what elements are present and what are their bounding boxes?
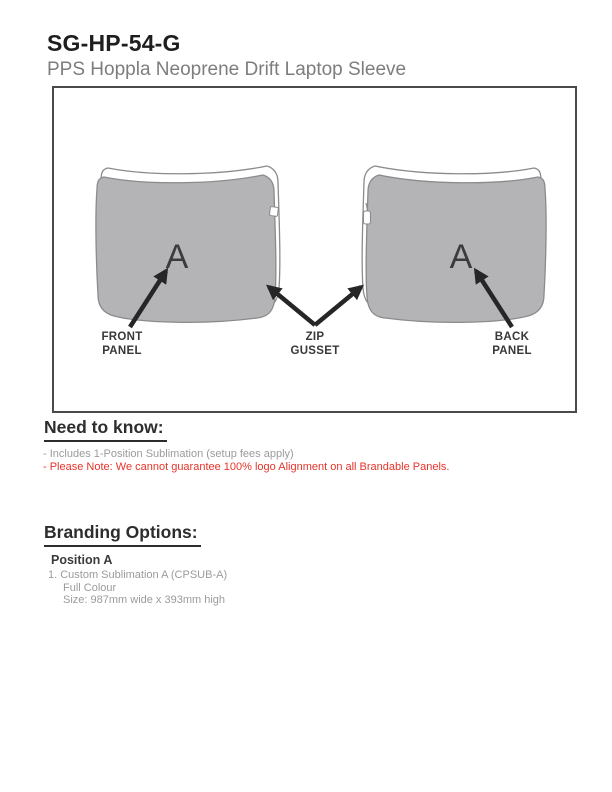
front-panel-label-line1: FRONT — [101, 331, 143, 343]
back-panel-label-line2: PANEL — [492, 344, 532, 357]
need-to-know-item: - Includes 1-Position Sublimation (setup fees apply) — [43, 448, 294, 460]
branding-method: 1. Custom Sublimation A (CPSUB-A) — [48, 569, 228, 581]
branding-size-detail: Size: 987mm wide x 393mm high — [63, 594, 226, 606]
zip-gusset-arrow-left — [269, 287, 315, 325]
front-panel-label — [62, 331, 182, 358]
product-code: SG-HP-54-G — [47, 30, 181, 56]
branding-colour-detail: Full Colour — [63, 582, 117, 594]
branding-position-title: Position A — [51, 553, 113, 567]
need-to-know-heading: Need to know: — [44, 417, 167, 442]
zip-gusset-arrow-right — [315, 287, 361, 325]
need-to-know-warning: - Please Note: We cannot guarantee 100% logo Alignment on all Brandable Panels. — [43, 461, 450, 473]
diagram-arrows — [54, 88, 575, 411]
back-panel-arrow — [476, 271, 512, 327]
zip-gusset-label — [255, 331, 375, 358]
back-panel-label-line1: BACK — [494, 331, 530, 343]
zip-gusset-label-line1: ZIP — [305, 331, 325, 343]
front-panel-label-line2: PANEL — [102, 344, 142, 357]
back-panel-label — [452, 331, 572, 358]
front-panel-arrow — [130, 271, 166, 327]
product-diagram-box — [52, 86, 577, 413]
front-panel-position-marker: A — [165, 238, 189, 276]
product-name: PPS Hoppla Neoprene Drift Laptop Sleeve — [47, 59, 407, 80]
branding-options-heading: Branding Options: — [44, 522, 201, 547]
zip-gusset-label-line2: GUSSET — [290, 344, 340, 357]
back-panel-position-marker: A — [449, 238, 473, 276]
